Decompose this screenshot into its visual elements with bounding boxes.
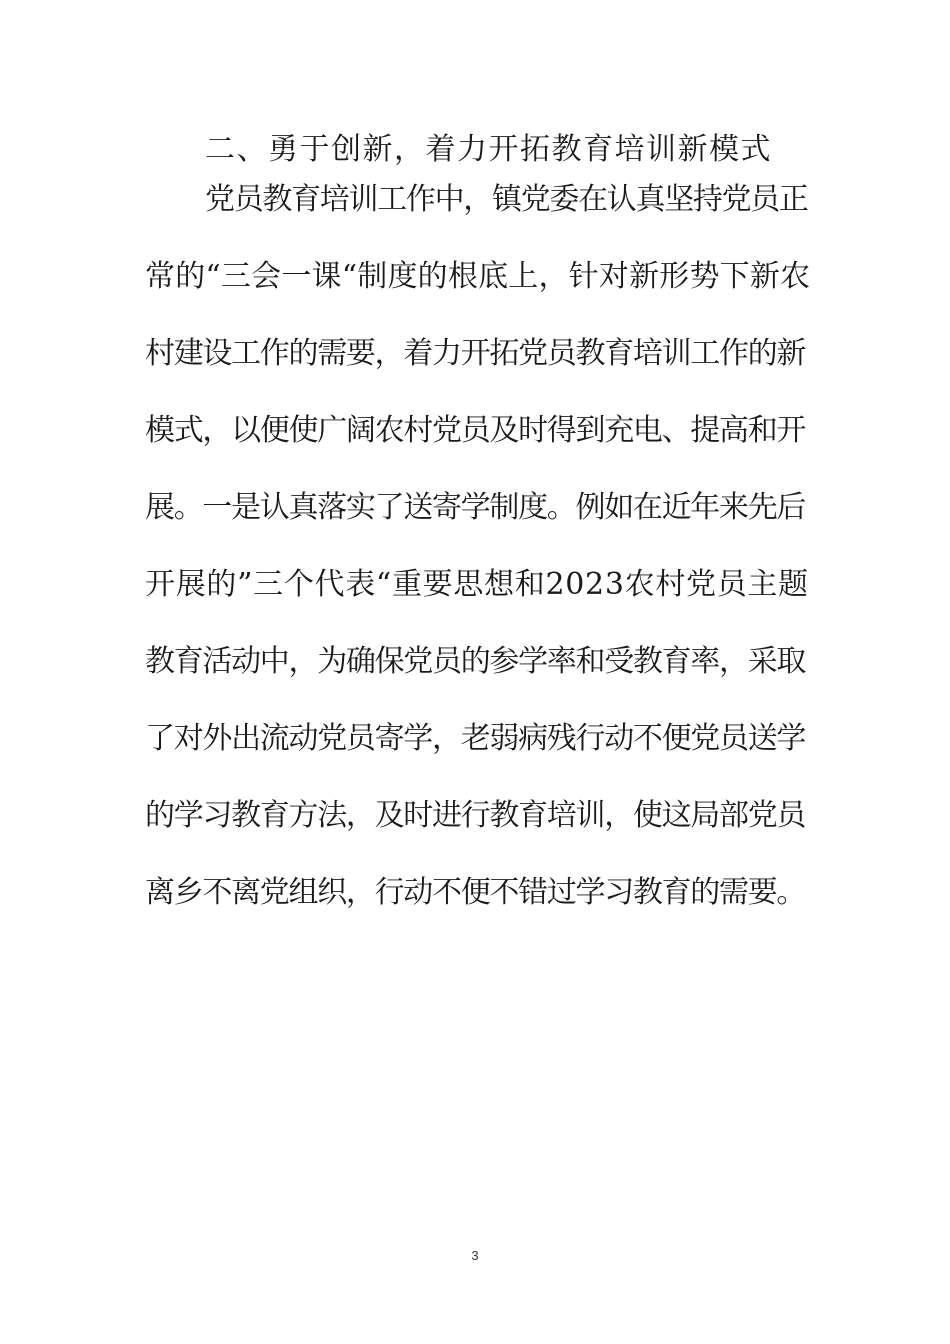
- page-number: 3: [471, 1248, 479, 1263]
- paragraph-line-10: 离乡不离党组织，行动不便不错过学习教育的需要。: [145, 875, 806, 910]
- paragraph-line-7: 教育活动中，为确保党员的参学率和受教育率，采取: [145, 644, 806, 679]
- section-heading: 二、勇于创新，着力开拓教育培训新模式: [205, 132, 772, 167]
- paragraph-line-9: 的学习教育方法，及时进行教育培训，使这局部党员: [145, 798, 806, 833]
- paragraph-line-5: 展。一是认真落实了送寄学制度。例如在近年来先后: [145, 490, 806, 525]
- paragraph-line-2: 常的“三会一课“制度的根底上，针对新形势下新农: [145, 259, 811, 294]
- paragraph-line-1: 党员教育培训工作中，镇党委在认真坚持党员正: [205, 182, 808, 217]
- paragraph-line-3: 村建设工作的需要，着力开拓党员教育培训工作的新: [145, 336, 806, 371]
- paragraph-line-6: 开展的”三个代表“重要思想和2023农村党员主题: [145, 567, 809, 602]
- paragraph-line-8: 了对外出流动党员寄学，老弱病残行动不便党员送学: [145, 721, 806, 756]
- paragraph-line-4: 模式，以便使广阔农村党员及时得到充电、提高和开: [145, 413, 806, 448]
